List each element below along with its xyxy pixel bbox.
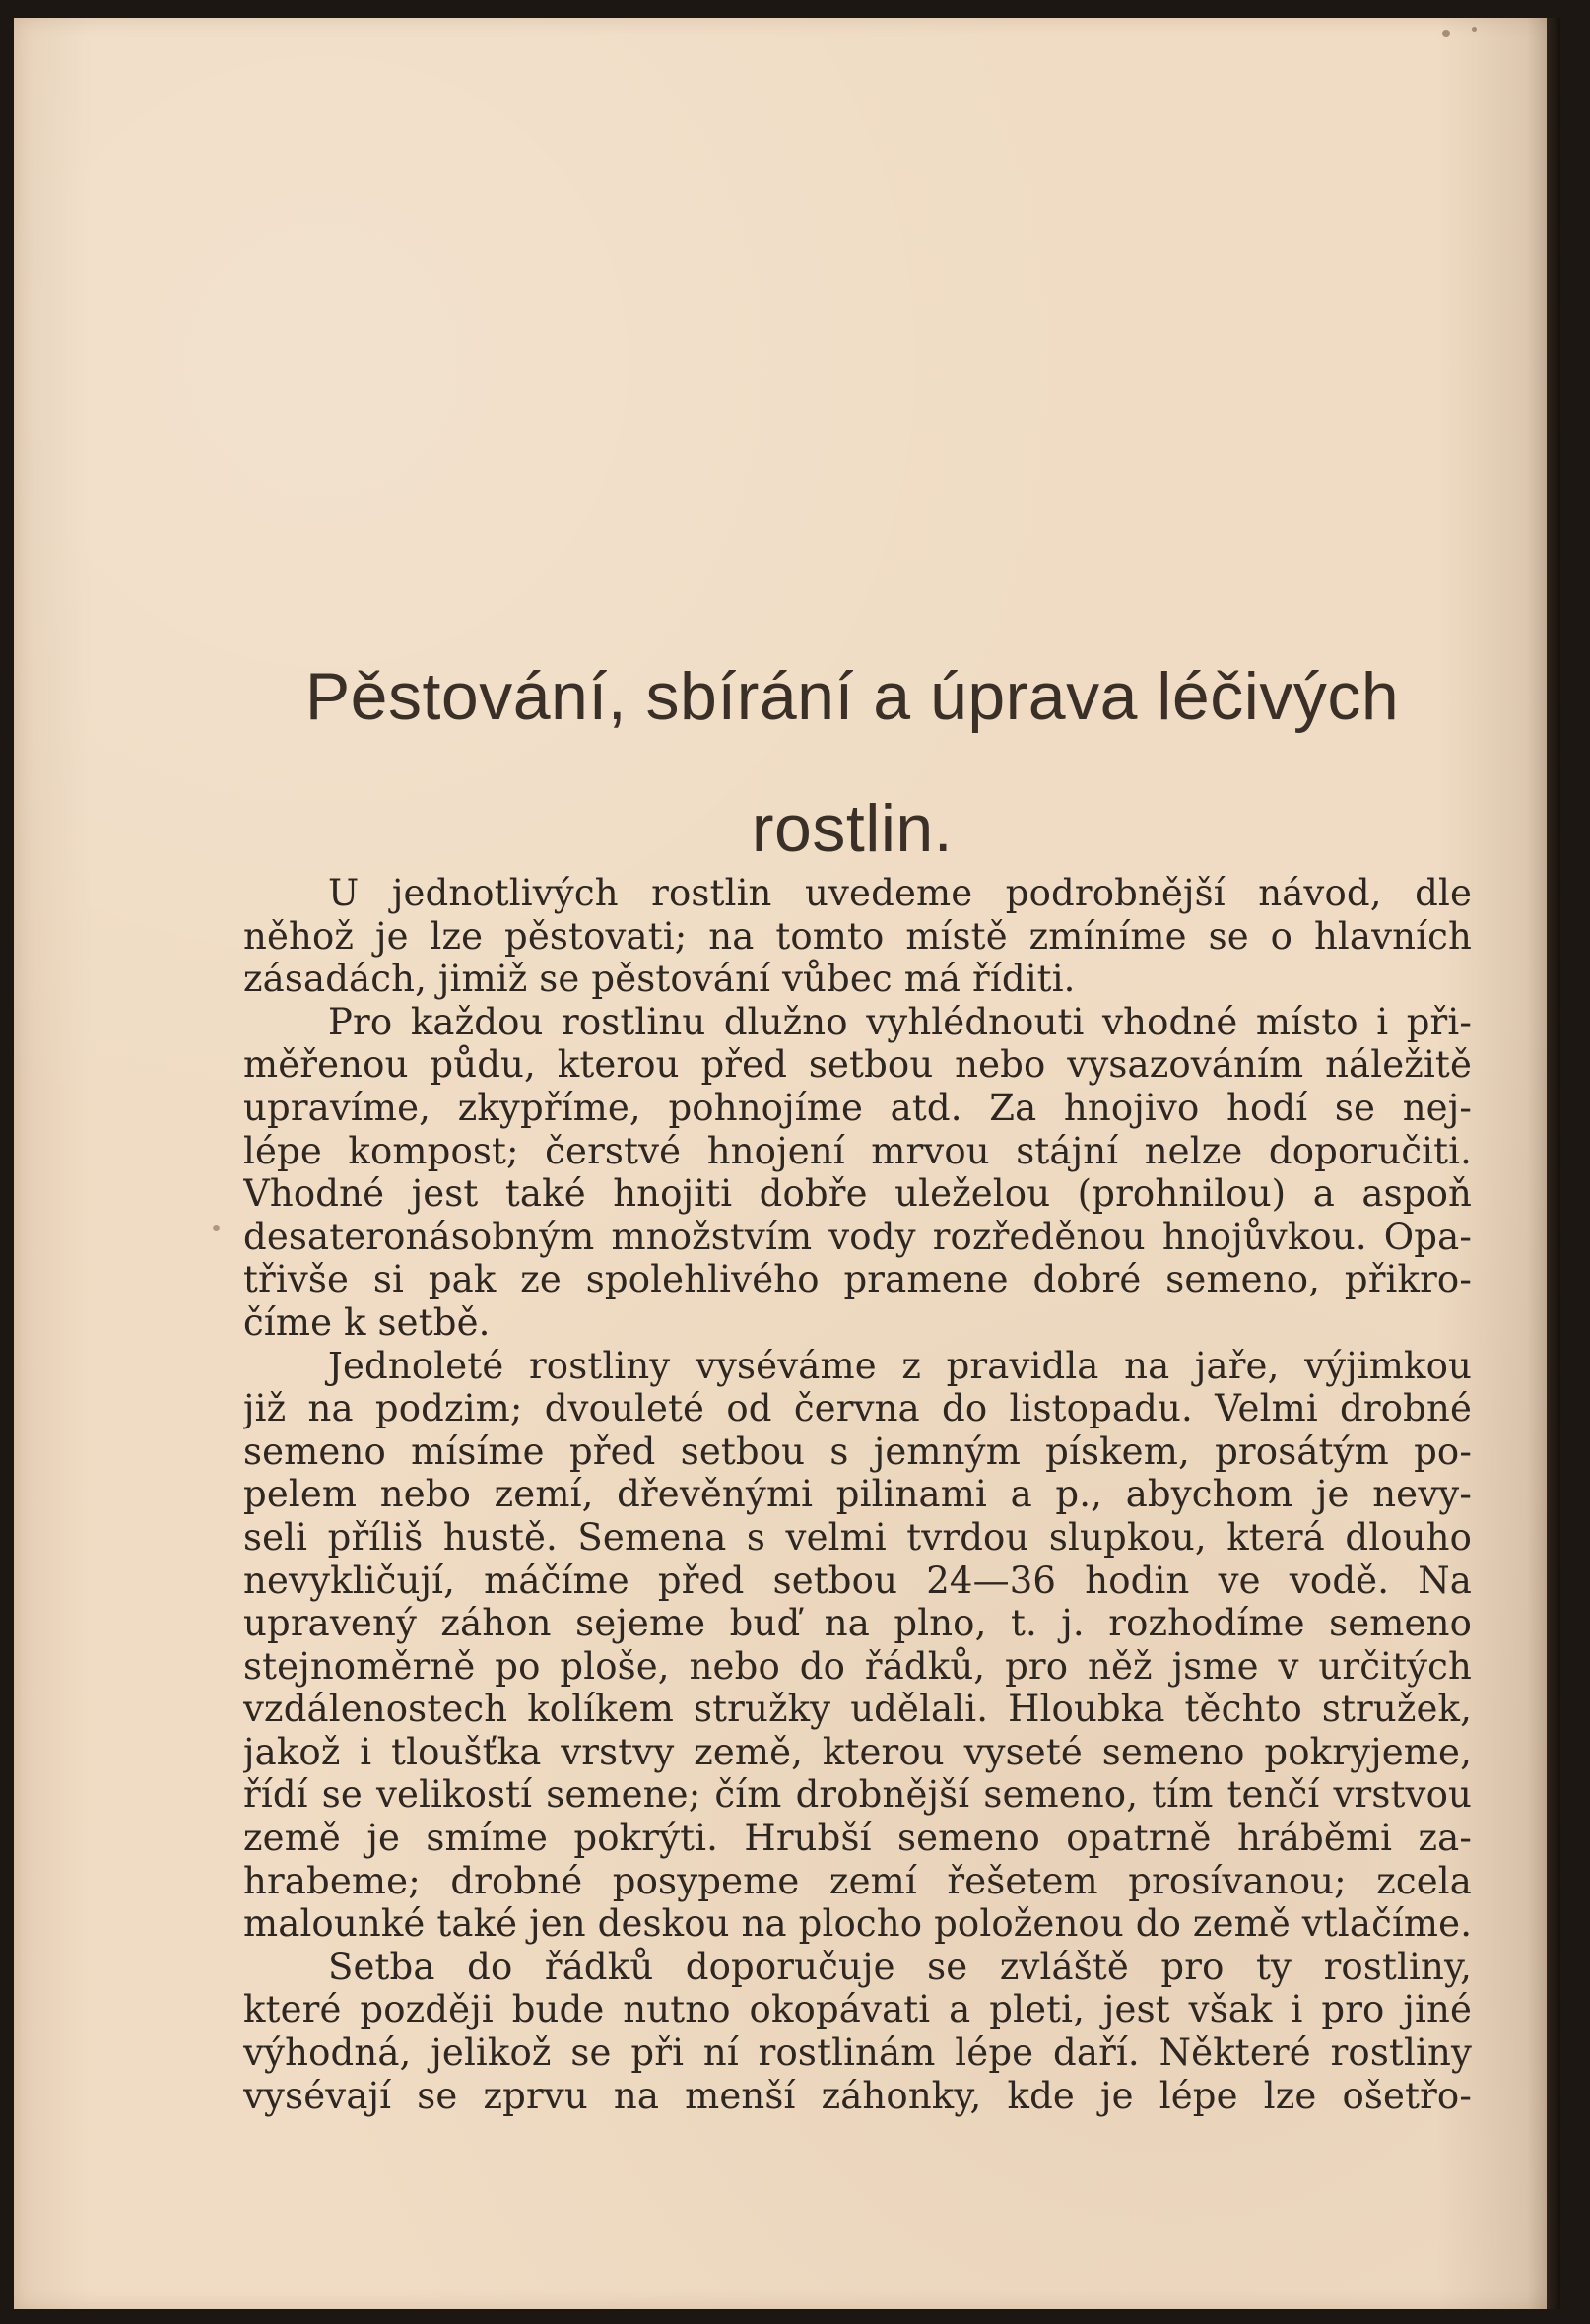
text-line: semeno mísíme před setbou s jemným pískem, prosátým po- bbox=[243, 1429, 1472, 1473]
book-page bbox=[14, 18, 1560, 2309]
text-line: upravený záhon sejeme buď na plno, t. j. rozhodíme semeno bbox=[243, 1602, 1472, 1645]
text-line: malounké také jen deskou na plocho položenou do země vtlačíme. bbox=[243, 1902, 1472, 1946]
margin-dot bbox=[213, 1225, 220, 1231]
text-line: U jednotlivých rostlin uvedeme podrobnější návod, dle bbox=[328, 872, 1472, 914]
text-line: nevykličují, máčíme před setbou 24—36 hodin ve vodě. Na bbox=[243, 1559, 1472, 1602]
text-line: třivše si pak ze spolehlivého pramene dobré semeno, přikro- bbox=[243, 1258, 1472, 1301]
text-line: upravíme, zkypříme, pohnojíme atd. Za hnojivo hodí se nej- bbox=[243, 1086, 1472, 1129]
text-line: jakož i tloušťka vrstvy země, kterou vyseté semeno pokryjeme, bbox=[243, 1730, 1472, 1773]
text-line: desateronásobným množstvím vody rozředěnou hnojůvkou. Opa- bbox=[243, 1215, 1472, 1258]
paper-speck bbox=[1472, 27, 1477, 32]
text-line: řídí se velikostí semene; čím drobnější semeno, tím tenčí vrstvou bbox=[243, 1773, 1472, 1817]
text-line: zásadách, jimiž se pěstování vůbec má říditi. bbox=[243, 958, 1076, 1001]
text-line: Jednoleté rostliny vyséváme z pravidla na jaře, výjimkou bbox=[328, 1344, 1472, 1387]
text-line: stejnoměrně po ploše, nebo do řádků, pro něž jsme v určitých bbox=[243, 1644, 1472, 1688]
text-line: číme k setbě. bbox=[243, 1300, 491, 1344]
text-line: které později bude nutno okopávati a pleti, jest však i pro jiné bbox=[243, 1988, 1472, 2031]
text-line: výhodná, jelikož se při ní rostlinám lépe daří. Některé rostliny bbox=[243, 2031, 1472, 2075]
title-line: rostlin. bbox=[751, 791, 954, 866]
title-line: Pěstování, sbírání a úprava léčivých bbox=[304, 659, 1400, 734]
page-title bbox=[286, 631, 1419, 895]
text-line: hrabeme; drobné posypeme zemí řešetem prosívanou; zcela bbox=[243, 1859, 1472, 1902]
text-line: Pro každou rostlinu dlužno vyhlédnouti vhodné místo i při- bbox=[328, 1000, 1472, 1043]
text-line: již na podzim; dvouleté od června do listopadu. Velmi drobné bbox=[243, 1387, 1472, 1430]
book-binding-edge bbox=[1547, 18, 1560, 2309]
text-line: pelem nebo zemí, dřevěnými pilinami a p., abychom je nevy- bbox=[243, 1473, 1472, 1516]
text-line: vysévají se zprvu na menší záhonky, kde je lépe lze ošetřo- bbox=[243, 2074, 1472, 2117]
text-line: měřenou půdu, kterou před setbou nebo vysazováním náležitě bbox=[243, 1043, 1472, 1087]
text-line: Vhodné jest také hnojiti dobře uleželou (prohnilou) a aspoň bbox=[243, 1172, 1472, 1216]
body-text bbox=[243, 872, 1472, 2117]
text-line: vzdálenostech kolíkem stružky udělali. Hloubka těchto stružek, bbox=[243, 1688, 1472, 1731]
text-line: lépe kompost; čerstvé hnojení mrvou stájní nelze doporučiti. bbox=[243, 1129, 1472, 1172]
text-line: seli příliš hustě. Semena s velmi tvrdou slupkou, která dlouho bbox=[243, 1515, 1472, 1559]
text-line: Setba do řádků doporučuje se zvláště pro ty rostliny, bbox=[328, 1945, 1472, 1988]
paper-speck bbox=[1442, 30, 1450, 37]
text-line: něhož je lze pěstovati; na tomto místě zmíníme se o hlavních bbox=[243, 914, 1472, 958]
text-line: země je smíme pokrýti. Hrubší semeno opatrně hráběmi za- bbox=[243, 1817, 1472, 1860]
